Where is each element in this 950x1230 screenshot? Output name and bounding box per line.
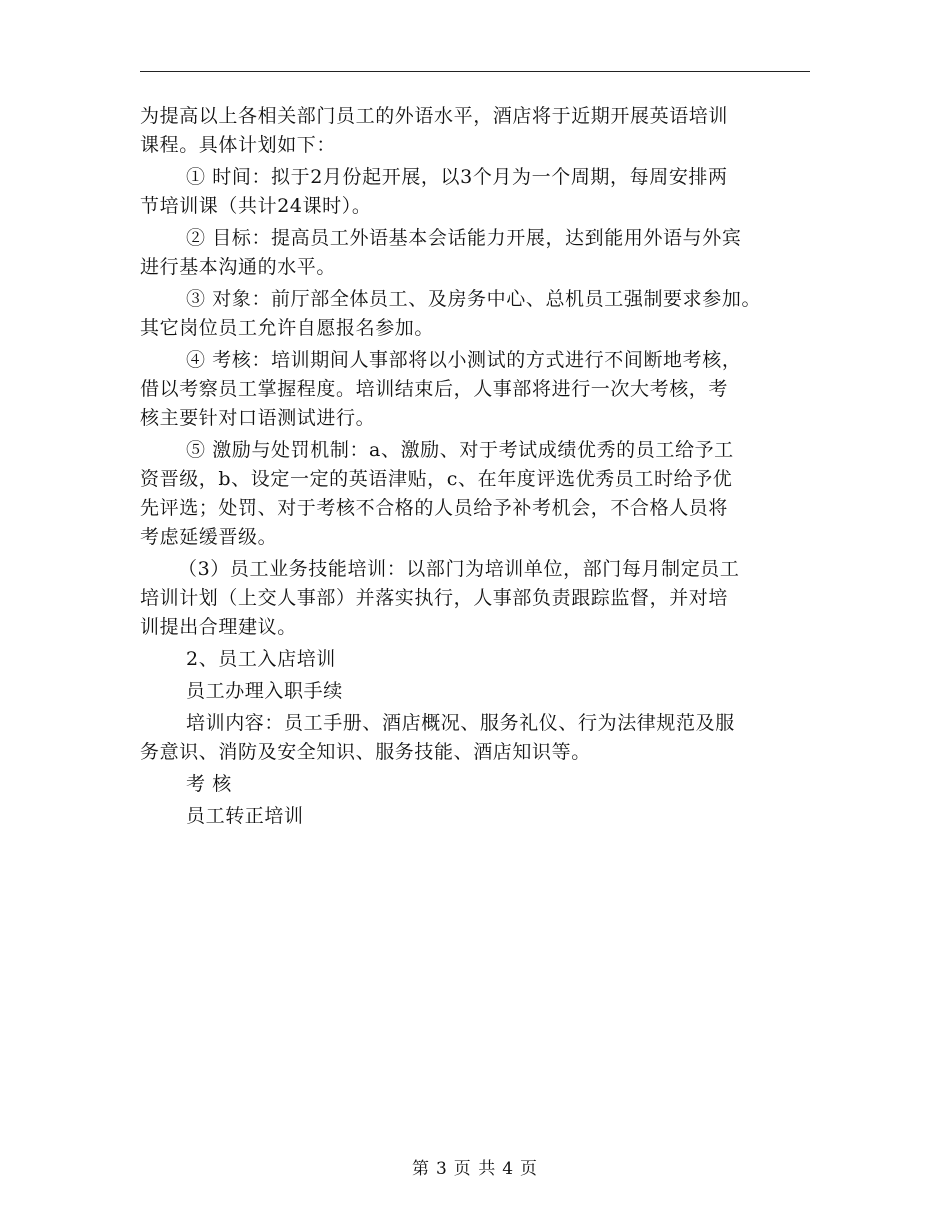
- text-line: 课程。具体计划如下：: [140, 134, 337, 156]
- text-line: ② 目标：提高员工外语基本会话能力开展，达到能用外语与外宾: [186, 227, 742, 249]
- footer-current-page: 3: [435, 1159, 448, 1179]
- paragraph: [140, 555, 812, 642]
- text-line: ⑤ 激励与处罚机制：a、激励、对于考试成绩优秀的员工给予工: [186, 439, 734, 461]
- paragraph: [140, 163, 812, 221]
- text-line: 培训计划（上交人事部）并落实执行，人事部负责跟踪监督，并对培: [140, 587, 729, 609]
- text-line: 借以考察员工掌握程度。培训结束后，人事部将进行一次大考核，考: [140, 378, 729, 400]
- footer-suffix: 页: [520, 1159, 539, 1179]
- text-line: （3）员工业务技能培训：以部门为培训单位，部门每月制定员工: [178, 558, 740, 580]
- paragraph: [140, 709, 812, 767]
- paragraph: [140, 677, 812, 706]
- text-line: 考 核: [186, 773, 232, 795]
- header-rule: [140, 71, 810, 72]
- text-line: 节培训课（共计24课时）。: [140, 195, 372, 217]
- text-line: 先评选；处罚、对于考核不合格的人员给予补考机会，不合格人员将: [140, 497, 729, 519]
- text-line: 2、员工入店培训: [186, 648, 336, 670]
- text-line: ③ 对象：前厅部全体员工、及房务中心、总机员工强制要求参加。: [186, 288, 762, 310]
- text-line: 进行基本沟通的水平。: [140, 256, 337, 278]
- footer-total-pages: 4: [502, 1159, 515, 1179]
- text-line: 务意识、消防及安全知识、服务技能、酒店知识等。: [140, 741, 591, 763]
- paragraph: [140, 436, 812, 552]
- text-line: 员工转正培训: [186, 805, 304, 827]
- text-line: 考虑延缓晋级。: [140, 526, 278, 548]
- page-footer: [0, 1154, 950, 1179]
- document-body: [140, 102, 812, 834]
- footer-middle: 页 共: [453, 1159, 497, 1179]
- text-line: 训提出合理建议。: [140, 616, 297, 638]
- paragraph: [140, 224, 812, 282]
- paragraph: [140, 802, 812, 831]
- text-line: 员工办理入职手续: [186, 680, 343, 702]
- paragraph: [140, 645, 812, 674]
- text-line: 资晋级，b、设定一定的英语津贴，c、在年度评选优秀员工时给予优: [140, 468, 733, 490]
- paragraph: [140, 770, 812, 799]
- text-line: 培训内容：员工手册、酒店概况、服务礼仪、行为法律规范及服: [186, 712, 735, 734]
- text-line: 为提高以上各相关部门员工的外语水平，酒店将于近期开展英语培训: [140, 105, 729, 127]
- text-line: 核主要针对口语测试进行。: [140, 407, 376, 429]
- paragraph: [140, 346, 812, 433]
- text-line: ④ 考核：培训期间人事部将以小测试的方式进行不间断地考核，: [186, 349, 742, 371]
- paragraph: [140, 285, 812, 343]
- paragraph: [140, 102, 812, 160]
- footer-prefix: 第: [411, 1159, 430, 1179]
- text-line: 其它岗位员工允许自愿报名参加。: [140, 317, 435, 339]
- text-line: ① 时间：拟于2月份起开展，以3个月为一个周期，每周安排两: [186, 166, 728, 188]
